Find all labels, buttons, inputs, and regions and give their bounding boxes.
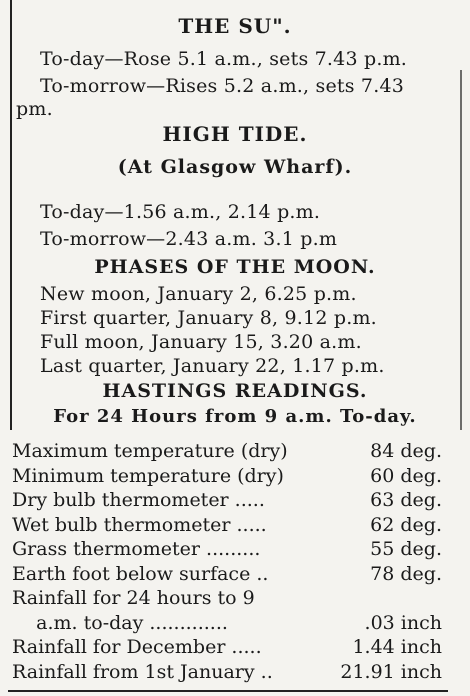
hastings-subheading: For 24 Hours from 9 a.m. To-day. (53, 406, 417, 427)
reading-value: 21.91 inch (340, 660, 442, 683)
moon-new: New moon, January 2, 6.25 p.m. (40, 283, 357, 305)
tide-tomorrow: To-morrow—2.43 a.m. 3.1 p.m (40, 228, 338, 250)
hastings-heading: HASTINGS READINGS. (102, 380, 368, 402)
reading-label: Rainfall from 1st January .. (12, 660, 273, 683)
moon-first: First quarter, January 8, 9.12 p.m. (40, 307, 377, 329)
reading-label: Earth foot below surface .. (12, 562, 269, 585)
reading-label: Rainfall for December ..... (12, 636, 262, 658)
moon-heading: PHASES OF THE MOON. (94, 256, 376, 278)
sun-today: To-day—Rose 5.1 a.m., sets 7.43 p.m. (40, 48, 408, 70)
sun-tomorrow: To-morrow—Rises 5.2 a.m., sets 7.43 (40, 75, 405, 97)
reading-value: 60 deg. (370, 464, 442, 487)
reading-label: Rainfall for 24 hours to 9 (12, 587, 255, 609)
reading-value: .03 inch (364, 611, 442, 634)
moon-full: Full moon, January 15, 3.20 a.m. (40, 331, 362, 353)
tide-today: To-day—1.56 a.m., 2.14 p.m. (40, 201, 321, 223)
reading-label: a.m. to-day ............. (12, 611, 228, 634)
reading-label: Grass thermometer ......... (12, 538, 261, 560)
reading-label: Maximum temperature (dry) (12, 440, 288, 462)
reading-label: Minimum temperature (dry) (12, 464, 284, 487)
reading-label: Wet bulb thermometer ..... (12, 513, 267, 536)
moon-last: Last quarter, January 22, 1.17 p.m. (40, 355, 385, 377)
bottom-rule (8, 690, 448, 692)
sun-heading: THE SU". (178, 14, 292, 38)
reading-value: 84 deg. (370, 440, 442, 462)
sun-tomorrow-cont: pm. (16, 98, 53, 120)
reading-value: 78 deg. (370, 562, 442, 585)
reading-value: 1.44 inch (352, 636, 442, 658)
reading-value: 62 deg. (370, 513, 442, 536)
tide-heading: HIGH TIDE. (162, 122, 308, 146)
reading-label: Dry bulb thermometer ..... (12, 489, 265, 511)
column-rule-left (10, 0, 12, 430)
reading-value: 63 deg. (370, 489, 442, 511)
reading-value: 55 deg. (370, 538, 442, 560)
tide-subheading: (At Glasgow Wharf). (117, 156, 353, 178)
